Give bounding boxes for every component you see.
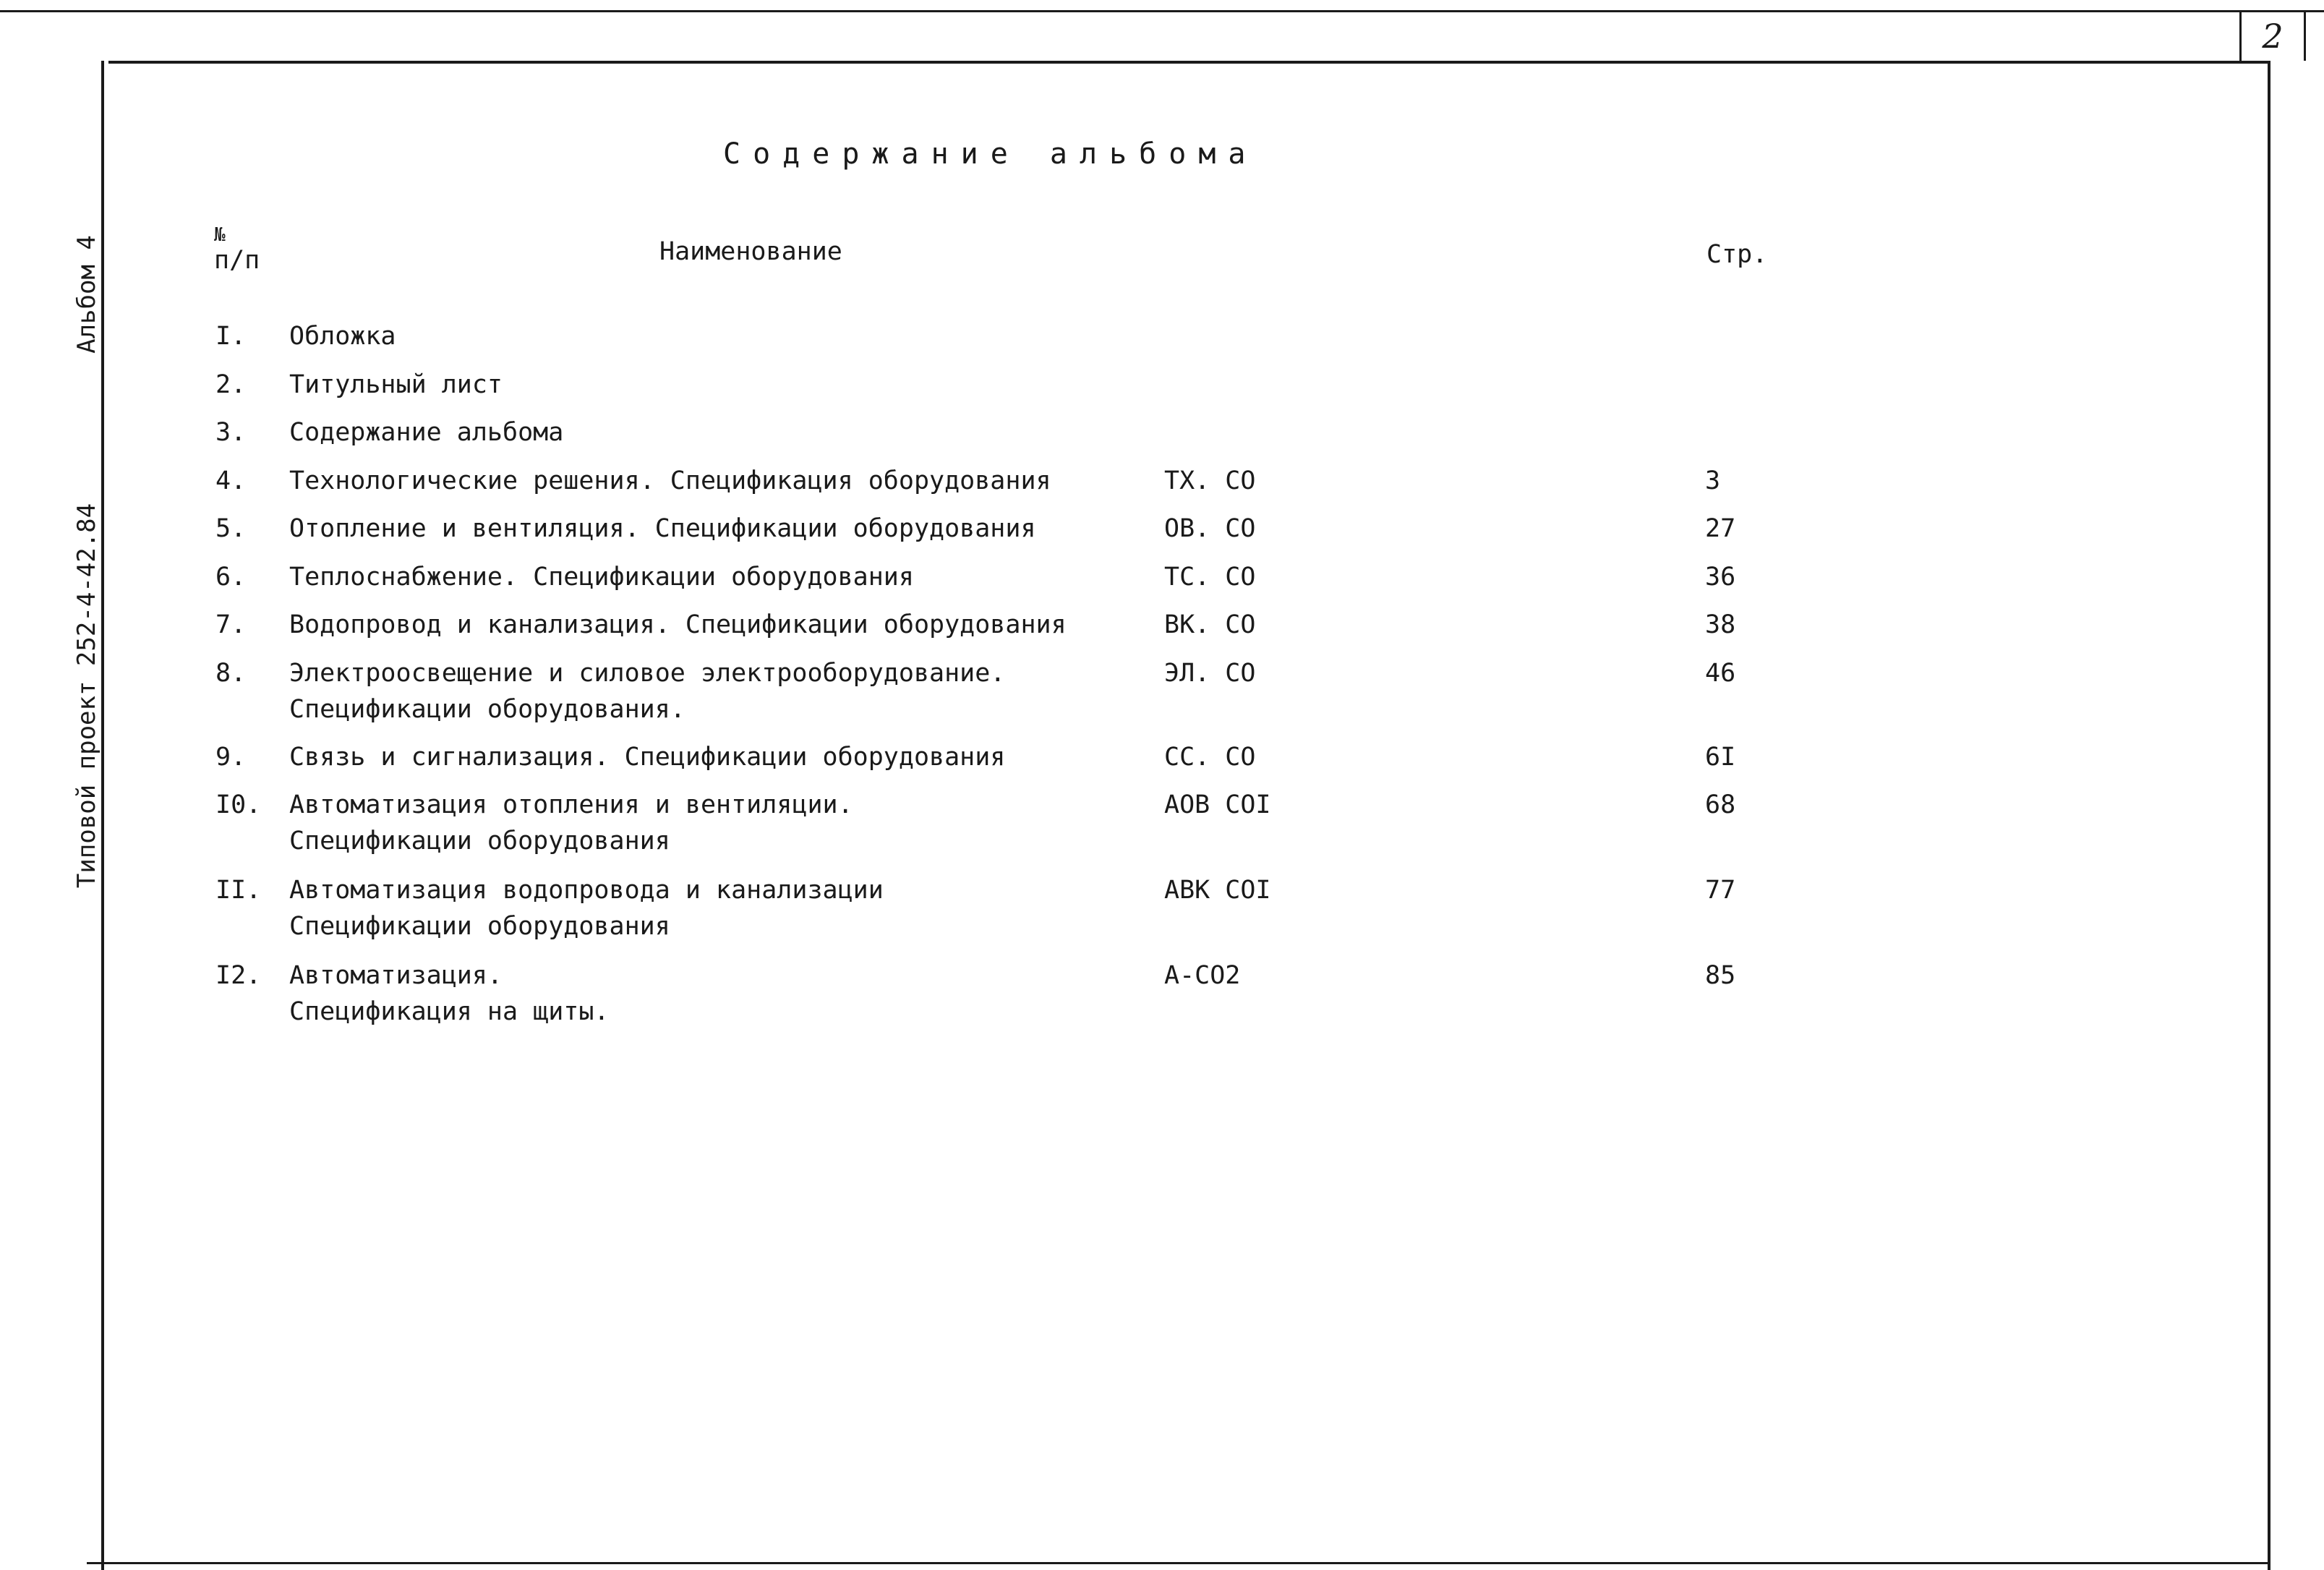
sheet-top-edge bbox=[0, 10, 2324, 12]
header-number-column bbox=[214, 224, 260, 275]
row-name: Связь и сигнализация. Спецификации оборудования bbox=[289, 743, 1006, 772]
row-code: АВК СОI bbox=[1164, 876, 1271, 905]
row-number: II. bbox=[215, 876, 262, 905]
row-name: Автоматизация. bbox=[289, 961, 503, 990]
row-number: 4. bbox=[215, 466, 247, 495]
row-page: 3 bbox=[1705, 466, 1721, 495]
row-name: Технологические решения. Спецификация оборудования bbox=[289, 466, 1051, 495]
row-name: Теплоснабжение. Спецификации оборудования bbox=[289, 563, 914, 592]
row-code: ТХ. СО bbox=[1164, 466, 1256, 495]
row-name: Водопровод и канализация. Спецификации оборудования bbox=[289, 610, 1067, 639]
row-name: Содержание альбома bbox=[289, 418, 564, 447]
row-code: А-СО2 bbox=[1164, 961, 1241, 990]
row-name: Автоматизация водопровода и канализации bbox=[289, 876, 884, 905]
row-number: 8. bbox=[215, 659, 247, 688]
row-code: ОВ. СО bbox=[1164, 514, 1256, 543]
row-name: Автоматизация отопления и вентиляции. bbox=[289, 790, 853, 819]
row-page: 27 bbox=[1705, 514, 1736, 543]
row-page: 85 bbox=[1705, 961, 1736, 990]
side-album-label: Альбом 4 bbox=[72, 235, 101, 354]
frame-bottom-border bbox=[87, 1562, 2270, 1564]
row-code: ТС. СО bbox=[1164, 563, 1256, 592]
row-page: 36 bbox=[1705, 563, 1736, 592]
page-number: 2 bbox=[2262, 17, 2284, 56]
row-code: АОВ СОI bbox=[1164, 790, 1271, 819]
row-number: 3. bbox=[215, 418, 247, 447]
page-title: Содержание альбома bbox=[723, 137, 1258, 171]
row-name: Титульный лист bbox=[289, 370, 503, 399]
row-code: ЭЛ. СО bbox=[1164, 659, 1256, 688]
row-page: 38 bbox=[1705, 610, 1736, 639]
frame-right-border bbox=[2268, 61, 2270, 1570]
row-number: 7. bbox=[215, 610, 247, 639]
row-name: Электроосвещение и силовое электрооборудование. bbox=[289, 659, 1006, 688]
row-code: СС. СО bbox=[1164, 743, 1256, 772]
row-page: 68 bbox=[1705, 790, 1736, 819]
frame-top-border bbox=[108, 61, 2270, 64]
row-name: Обложка bbox=[289, 322, 396, 351]
row-name: Спецификация на щиты. bbox=[289, 997, 610, 1026]
header-page-column: Стр. bbox=[1706, 240, 1768, 269]
row-name: Отопление и вентиляция. Спецификации оборудования bbox=[289, 514, 1036, 543]
row-number: 6. bbox=[215, 563, 247, 592]
side-project-label: Типовой проект 252-4-42.84 bbox=[72, 503, 101, 889]
row-name: Спецификации оборудования bbox=[289, 912, 670, 941]
row-page: 6I bbox=[1705, 743, 1736, 772]
page-number-box-right bbox=[2304, 10, 2306, 61]
row-number: I. bbox=[215, 322, 247, 351]
row-number: I2. bbox=[215, 961, 262, 990]
row-name: Спецификации оборудования bbox=[289, 827, 670, 856]
row-number: 2. bbox=[215, 370, 247, 399]
header-number-label: п/п bbox=[214, 246, 260, 275]
header-number-symbol: № bbox=[214, 224, 226, 246]
header-name-column: Наименование bbox=[659, 237, 842, 266]
row-page: 77 bbox=[1705, 876, 1736, 905]
row-name: Спецификации оборудования. bbox=[289, 695, 685, 724]
row-number: 9. bbox=[215, 743, 247, 772]
row-number: I0. bbox=[215, 790, 262, 819]
row-number: 5. bbox=[215, 514, 247, 543]
row-code: ВК. СО bbox=[1164, 610, 1256, 639]
row-page: 46 bbox=[1705, 659, 1736, 688]
